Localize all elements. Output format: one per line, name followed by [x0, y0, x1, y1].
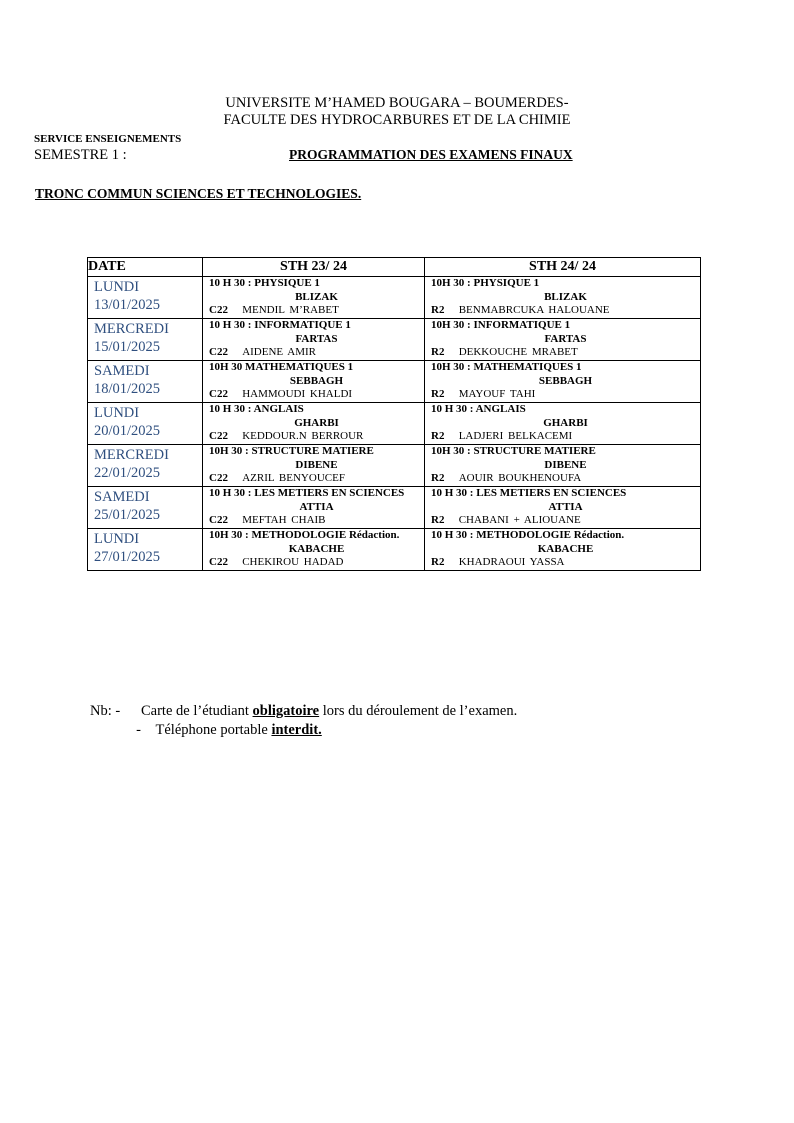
exam-teacher: GHARBI [294, 416, 339, 429]
exam-room: R2 [431, 346, 445, 358]
day-name: MERCREDI [94, 447, 169, 463]
exam-room-supervisors [209, 514, 424, 528]
exam-info [203, 445, 424, 486]
exam-time-subject: 10 H 30 : INFORMATIQUE 1 [209, 319, 351, 331]
sth-23-cell [203, 277, 425, 319]
exam-info [203, 487, 424, 528]
exam-time-subject: 10H 30 : MATHEMATIQUES 1 [431, 361, 582, 373]
exam-time-subject: 10H 30 : METHODOLOGIE Rédaction. [209, 529, 400, 541]
exam-teacher: DIBENE [544, 458, 587, 471]
exam-date: 15/01/2025 [94, 339, 161, 355]
exam-date: 18/01/2025 [94, 381, 161, 397]
exam-supervisors: AZRIL BENYOUCEF [242, 472, 345, 484]
note-line-2 [90, 721, 517, 740]
exam-info [425, 403, 700, 444]
table-row [88, 361, 701, 403]
notes-section [90, 702, 517, 740]
exam-room: R2 [431, 472, 445, 484]
table-row [88, 529, 701, 571]
exam-schedule-table [87, 257, 701, 571]
exam-room: C22 [209, 430, 228, 442]
exam-time-subject: 10H 30 : PHYSIQUE 1 [431, 277, 540, 289]
exam-info [203, 529, 424, 570]
exam-room-supervisors [209, 472, 424, 486]
day-name: SAMEDI [94, 489, 150, 505]
table-row [88, 403, 701, 445]
sth-24-cell [425, 403, 701, 445]
exam-teacher: FARTAS [295, 332, 338, 345]
exam-room: R2 [431, 514, 445, 526]
sth-23-cell [203, 403, 425, 445]
program-title: TRONC COMMUN SCIENCES ET TECHNOLOGIES. [35, 186, 362, 201]
exam-time-subject: 10 H 30 : ANGLAIS [431, 403, 526, 415]
exam-supervisors: AOUIR BOUKHENOUFA [458, 472, 582, 484]
exam-supervisors: MEFTAH CHAIB [242, 514, 326, 526]
column-header-sth-24: STH 24/ 24 [425, 258, 701, 277]
date-cell [88, 361, 203, 403]
sth-24-cell [425, 277, 701, 319]
note-1-emphasis: obligatoire [252, 703, 320, 719]
exam-room-supervisors [431, 556, 700, 570]
exam-info [203, 277, 424, 318]
exam-info [203, 319, 424, 360]
exam-teacher: BLIZAK [295, 290, 338, 303]
exam-room-supervisors [209, 304, 424, 318]
exam-info [425, 487, 700, 528]
exam-room: C22 [209, 514, 228, 526]
exam-room: R2 [431, 430, 445, 442]
exam-room-supervisors [431, 346, 700, 360]
exam-supervisors: MENDIL M’RABET [242, 304, 339, 316]
exam-date: 13/01/2025 [94, 297, 161, 313]
table-header-row [88, 258, 701, 277]
note-2-emphasis: interdit. [271, 722, 322, 738]
exam-room: C22 [209, 472, 228, 484]
exam-room-supervisors [209, 556, 424, 570]
exam-room-supervisors [431, 472, 700, 486]
exam-room: R2 [431, 388, 445, 400]
day-name: LUNDI [94, 279, 140, 295]
table-row [88, 319, 701, 361]
day-label [88, 319, 202, 356]
exam-time-subject: 10 H 30 : LES METIERS EN SCIENCES [209, 487, 405, 499]
exam-time-subject: 10 H 30 : LES METIERS EN SCIENCES [431, 487, 627, 499]
exam-time-subject: 10H 30 MATHEMATIQUES 1 [209, 361, 354, 373]
exam-date: 25/01/2025 [94, 507, 161, 523]
exam-info [203, 403, 424, 444]
date-cell [88, 487, 203, 529]
date-cell [88, 445, 203, 487]
exam-info [425, 277, 700, 318]
exam-teacher: KABACHE [288, 542, 345, 555]
exam-supervisors: MAYOUF TAHI [458, 388, 536, 400]
exam-teacher: GHARBI [543, 416, 588, 429]
note-2-text: Téléphone portable [155, 722, 272, 738]
exam-date: 27/01/2025 [94, 549, 161, 565]
exam-supervisors: HAMMOUDI KHALDI [242, 388, 353, 400]
exam-time-subject: 10 H 30 : PHYSIQUE 1 [209, 277, 320, 289]
exam-info [425, 361, 700, 402]
exam-info [425, 319, 700, 360]
column-header-date: DATE [88, 258, 203, 277]
exam-time-subject: 10H 30 : INFORMATIQUE 1 [431, 319, 571, 331]
exam-room: C22 [209, 304, 228, 316]
sth-23-cell [203, 487, 425, 529]
exam-teacher: BLIZAK [544, 290, 587, 303]
day-name: SAMEDI [94, 363, 150, 379]
exam-date: 20/01/2025 [94, 423, 161, 439]
note-2-bullet: - [136, 722, 141, 738]
day-name: LUNDI [94, 405, 140, 421]
sth-23-cell [203, 445, 425, 487]
exam-room-supervisors [431, 388, 700, 402]
exam-teacher: FARTAS [544, 332, 587, 345]
exam-supervisors: AIDENE AMIR [242, 346, 317, 358]
sth-24-cell [425, 529, 701, 571]
column-header-sth-23: STH 23/ 24 [203, 258, 425, 277]
exam-room: C22 [209, 556, 228, 568]
exam-room-supervisors [209, 388, 424, 402]
exam-teacher: ATTIA [299, 500, 334, 513]
exam-supervisors: CHABANI + ALIOUANE [458, 514, 581, 526]
exam-supervisors: BENMABRCUKA HALOUANE [458, 304, 610, 316]
exam-date: 22/01/2025 [94, 465, 161, 481]
exam-info [425, 445, 700, 486]
exam-room-supervisors [431, 514, 700, 528]
day-label [88, 403, 202, 440]
exam-time-subject: 10 H 30 : METHODOLOGIE Rédaction. [431, 529, 625, 541]
exam-room-supervisors [431, 304, 700, 318]
day-label [88, 487, 202, 524]
exam-room-supervisors [209, 430, 424, 444]
exam-room: C22 [209, 346, 228, 358]
semester-label: SEMESTRE 1 : [34, 147, 127, 163]
sth-24-cell [425, 319, 701, 361]
exam-time-subject: 10H 30 : STRUCTURE MATIERE [209, 445, 374, 457]
exam-teacher: SEBBAGH [289, 374, 344, 387]
exam-supervisors: DEKKOUCHE MRABET [458, 346, 578, 358]
sth-23-cell [203, 529, 425, 571]
day-label [88, 445, 202, 482]
exam-room-supervisors [431, 430, 700, 444]
day-name: LUNDI [94, 531, 140, 547]
note-line-1 [90, 702, 517, 721]
exam-info [425, 529, 700, 570]
service-label: SERVICE ENSEIGNEMENTS [34, 133, 182, 145]
day-label [88, 277, 202, 314]
university-name: UNIVERSITE M’HAMED BOUGARA – BOUMERDES- [225, 95, 569, 111]
day-name: MERCREDI [94, 321, 169, 337]
exam-room: R2 [431, 304, 445, 316]
exam-room-supervisors [209, 346, 424, 360]
sth-24-cell [425, 487, 701, 529]
date-cell [88, 529, 203, 571]
note-1-text-end: lors du déroulement de l’examen. [319, 703, 518, 719]
exam-supervisors: KHADRAOUI YASSA [458, 556, 565, 568]
sth-24-cell [425, 445, 701, 487]
exam-time-subject: 10 H 30 : ANGLAIS [209, 403, 304, 415]
table-row [88, 277, 701, 319]
exam-supervisors: CHEKIROU HADAD [242, 556, 344, 568]
exam-supervisors: LADJERI BELKACEMI [458, 430, 573, 442]
page-title: PROGRAMMATION DES EXAMENS FINAUX [289, 147, 573, 162]
table-row [88, 487, 701, 529]
exam-time-subject: 10H 30 : STRUCTURE MATIERE [431, 445, 596, 457]
date-cell [88, 277, 203, 319]
day-label [88, 361, 202, 398]
exam-teacher: SEBBAGH [538, 374, 593, 387]
exam-room: R2 [431, 556, 445, 568]
sth-23-cell [203, 361, 425, 403]
notes-label: Nb: - [90, 703, 121, 719]
exam-teacher: KABACHE [537, 542, 594, 555]
date-cell [88, 319, 203, 361]
faculty-name: FACULTE DES HYDROCARBURES ET DE LA CHIMIE [223, 112, 571, 128]
exam-teacher: ATTIA [548, 500, 583, 513]
exam-room: C22 [209, 388, 228, 400]
sth-24-cell [425, 361, 701, 403]
note-1-text: Carte de l’étudiant [141, 703, 253, 719]
exam-info [203, 361, 424, 402]
sth-23-cell [203, 319, 425, 361]
day-label [88, 529, 202, 566]
exam-teacher: DIBENE [295, 458, 338, 471]
exam-supervisors: KEDDOUR.N BERROUR [242, 430, 364, 442]
date-cell [88, 403, 203, 445]
table-row [88, 445, 701, 487]
